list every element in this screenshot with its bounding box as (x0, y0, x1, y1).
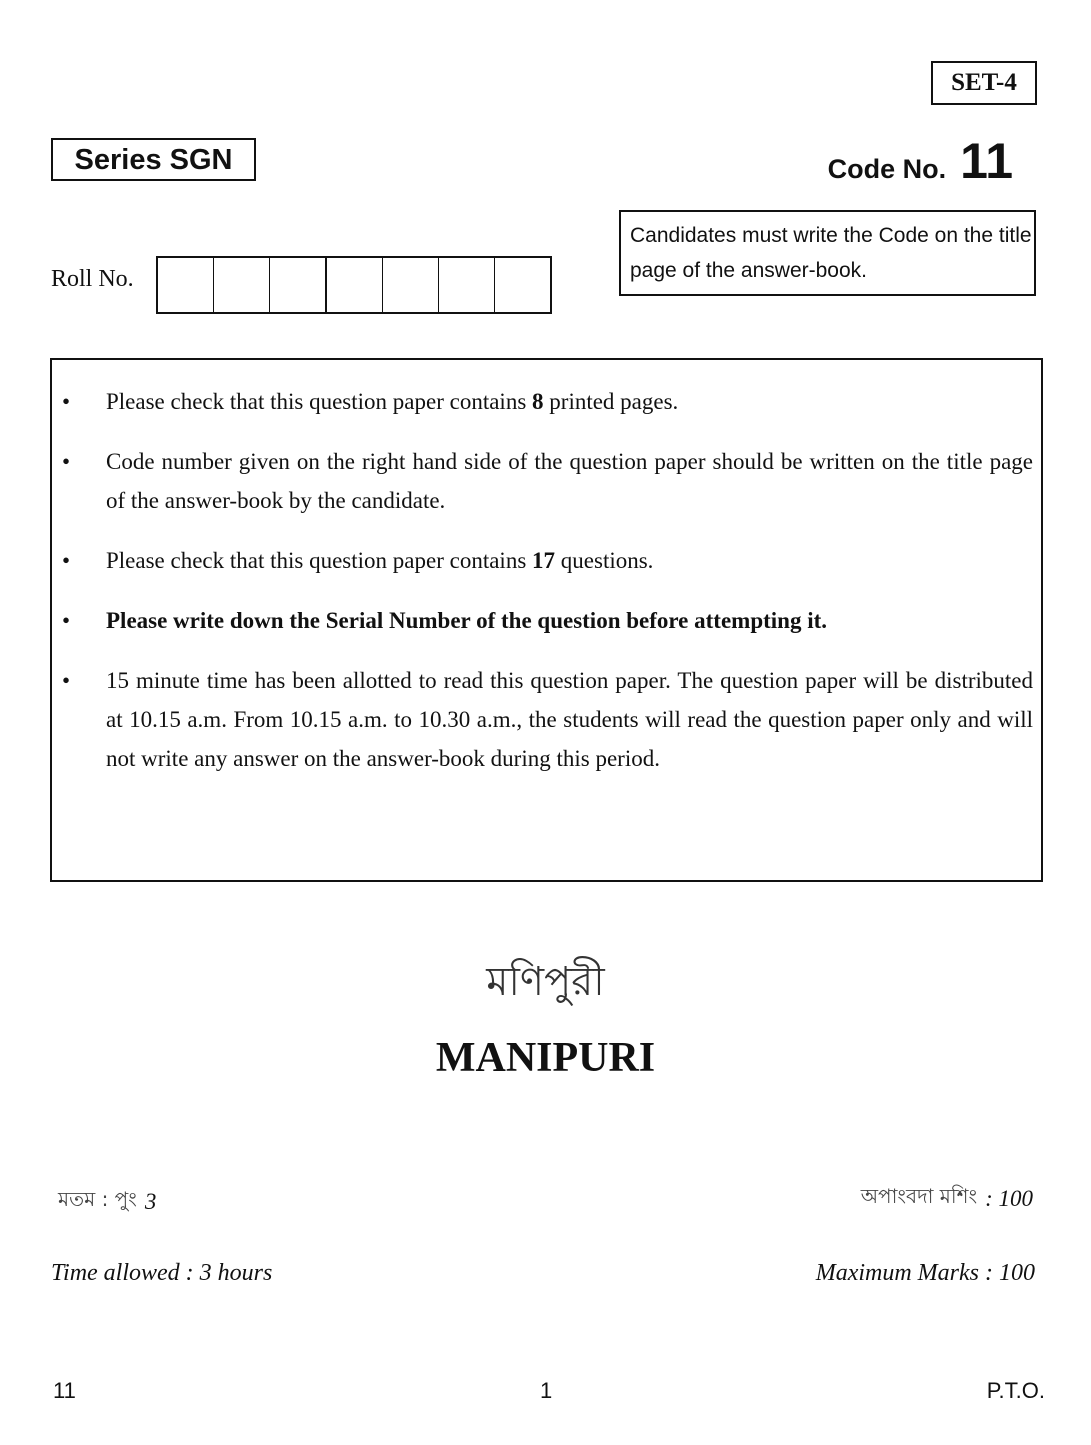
instruction-item (52, 442, 1041, 520)
page-number: 1 (540, 1378, 553, 1403)
subject-title: MANIPURI (435, 1035, 656, 1081)
pto-label: P.T.O. (986, 1378, 1045, 1403)
code-number (828, 132, 1013, 190)
instruction-item (52, 601, 1041, 640)
series-label: Series SGN (51, 138, 256, 181)
code-value: 11 (960, 133, 1013, 189)
instruction-text: 15 minute time has been allotted to read this question paper. The question paper will be distributed at 10.15 a.m. From 10.15 a.m. to 10.30 a.m., the students will read the question paper only and will not write any answer on the answer-book during this period. (106, 668, 1033, 771)
native-max-marks (861, 1182, 1033, 1215)
roll-box (439, 258, 495, 312)
code-label: Code No. (827, 154, 947, 184)
instruction-text: 8 (532, 389, 544, 414)
instruction-text: Code number given on the right hand side of the question paper should be written on the title page of the answer-book by the candidate. (106, 449, 1033, 513)
native-time-label: মতম : পুং (58, 1187, 137, 1211)
instruction-text: Please write down the Serial Number of the question before attempting it. (106, 608, 828, 633)
footer-code: 11 (53, 1378, 76, 1403)
roll-box (158, 258, 214, 312)
subject-native-title: মণিপুরী (486, 959, 605, 1005)
instruction-text: printed pages. (543, 389, 679, 414)
roll-no-label: Roll No. (51, 266, 134, 292)
native-marks-label: অপাংবদা মশিং (860, 1184, 978, 1208)
roll-box (383, 258, 439, 312)
instruction-item (52, 382, 1041, 421)
instruction-text: Please check that this question paper contains (106, 548, 533, 573)
instruction-item (52, 541, 1041, 580)
instruction-item (52, 661, 1041, 778)
time-allowed: Time allowed : 3 hours (51, 1260, 273, 1286)
instruction-text: questions. (555, 548, 654, 573)
roll-box (214, 258, 270, 312)
instruction-text: 17 (532, 548, 556, 573)
set-label: SET-4 (931, 61, 1037, 105)
roll-box (327, 258, 383, 312)
maximum-marks: Maximum Marks : 100 (815, 1260, 1035, 1286)
candidates-note: Candidates must write the Code on the title page of the answer-book. (619, 210, 1036, 296)
native-time-allowed (58, 1185, 156, 1218)
instructions-box (50, 358, 1043, 882)
instructions-list (52, 382, 1041, 799)
roll-box (495, 258, 550, 312)
native-marks-value: : 100 (985, 1185, 1033, 1211)
instruction-text: Please check that this question paper contains (106, 389, 533, 414)
roll-box (270, 258, 327, 312)
native-time-value: 3 (144, 1188, 157, 1214)
roll-no-boxes (156, 256, 552, 314)
